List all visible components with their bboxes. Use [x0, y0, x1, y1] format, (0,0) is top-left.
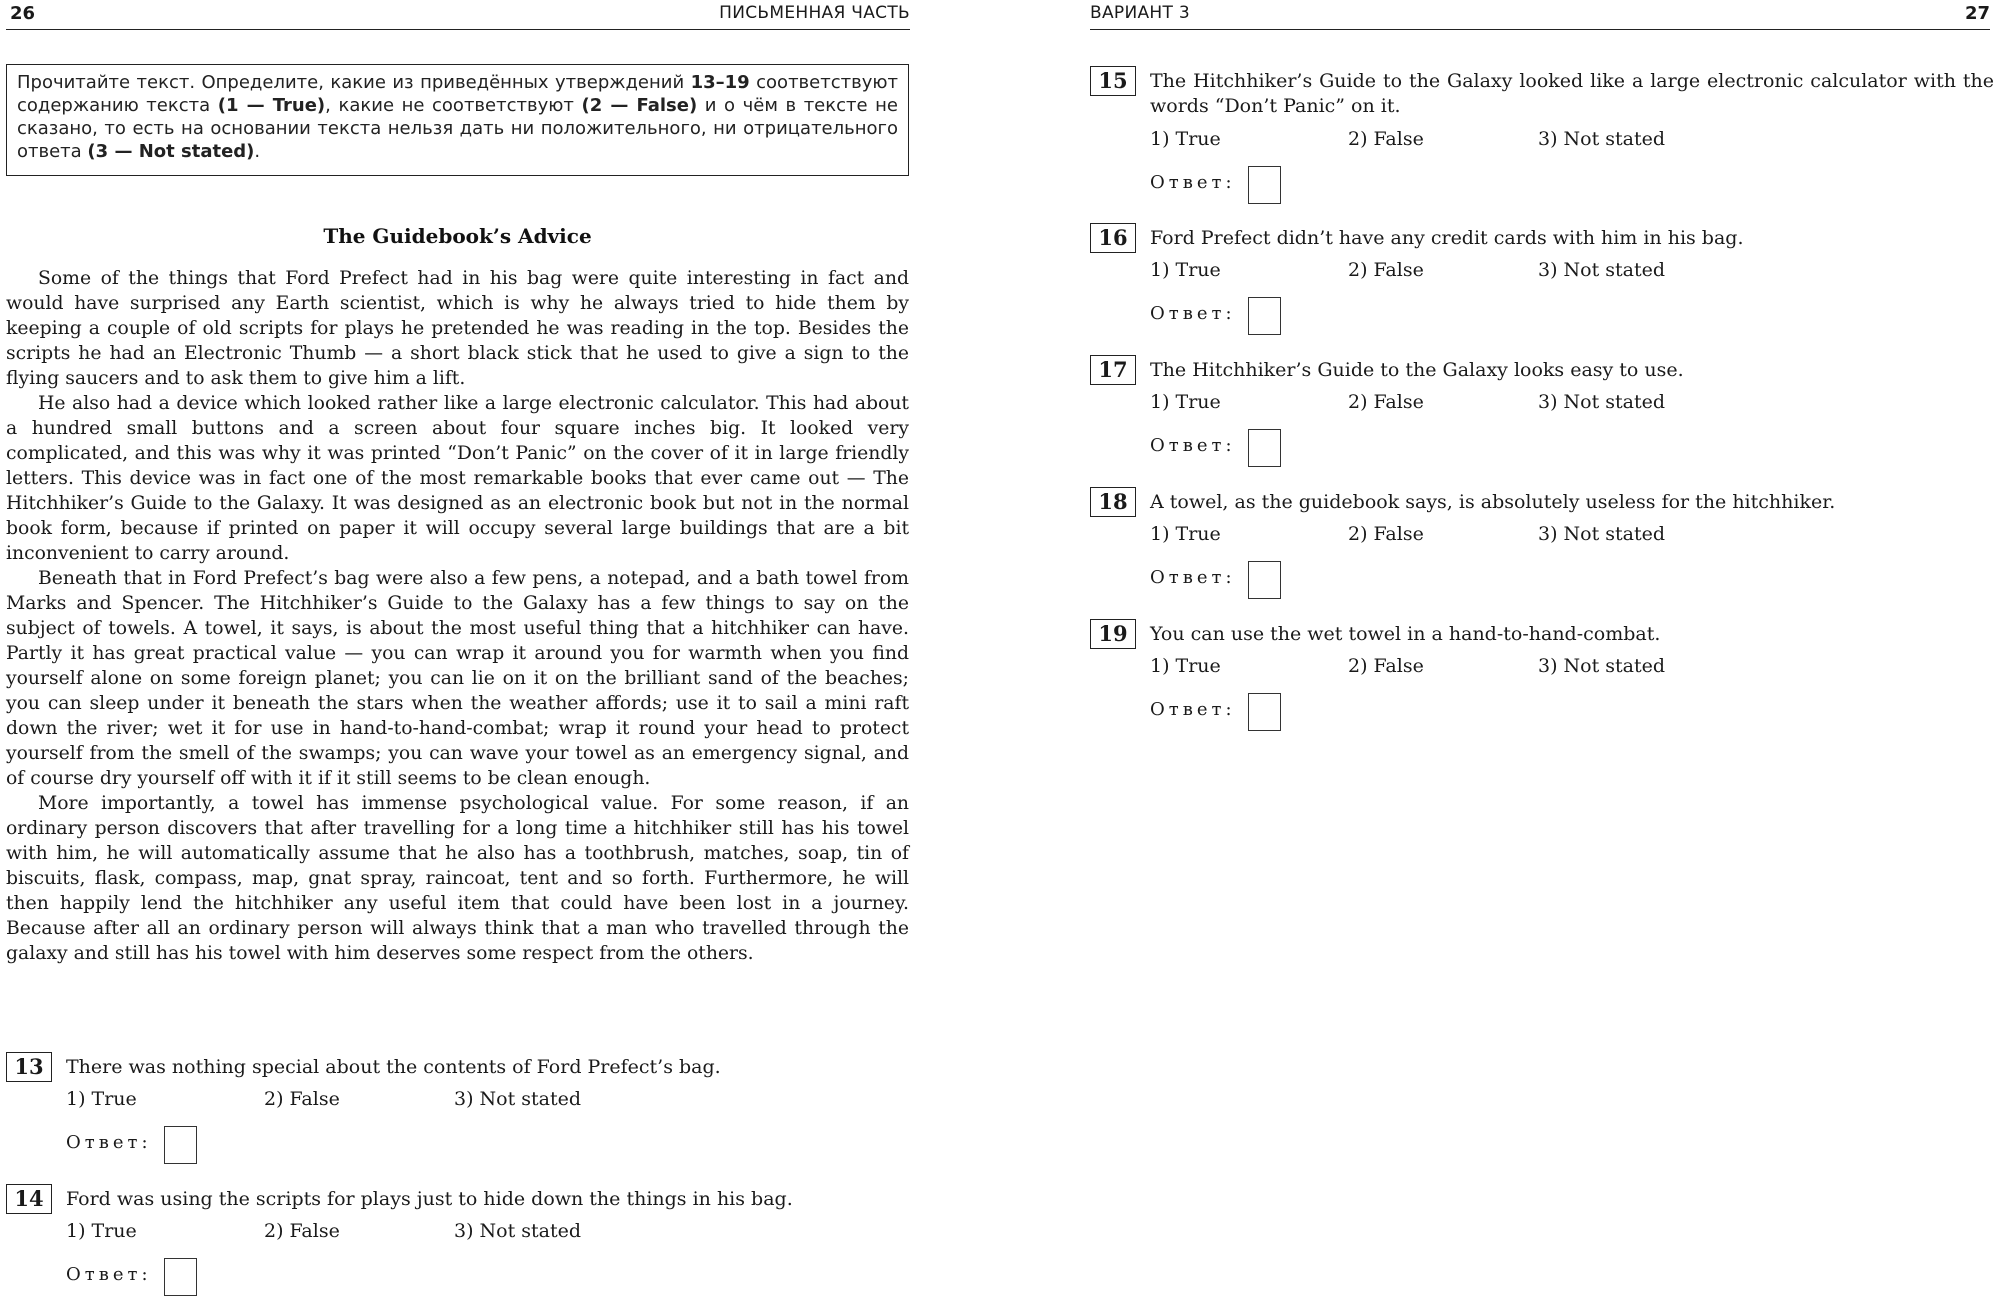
option-not-stated: 3) Not stated	[454, 1088, 582, 1110]
question-number: 16	[1090, 223, 1136, 253]
answer-box[interactable]	[1248, 429, 1281, 467]
running-header-left	[6, 0, 910, 30]
answer-label: Ответ:	[1150, 567, 1236, 588]
option-not-stated: 3) Not stated	[1538, 655, 1666, 677]
option-true: 1) True	[1150, 128, 1221, 150]
instructions-text: , какие не соответствуют	[325, 95, 582, 116]
instructions-text: Прочитайте текст. Определите, какие из приведённых утверждений	[17, 72, 691, 93]
option-true: 1) True	[1150, 523, 1221, 545]
question-number: 15	[1090, 66, 1136, 96]
option-true: 1) True	[1150, 391, 1221, 413]
instructions-text: и о чём в тексте не сказано, то есть на основании текста нельзя дать ни положительного, ни отрицательного ответа	[17, 95, 899, 162]
answer-label: Ответ:	[1150, 435, 1236, 456]
option-true: 1) True	[66, 1220, 137, 1242]
paragraph: Beneath that in Ford Prefect’s bag were also a few pens, a notepad, and a bath towel from Marks and Spencer. The Hitchhiker’s Guide to the Galaxy has a few things to say on the subject of towels. A towel, it says, is about the most useful thing that a hitchhiker can have. Partly it has great practical value — you can wrap it around you for warmth when you find yourself alone on some foreign planet; you can lie on it on the brilliant sand of the beaches; you can sleep under it beneath the stars when the weather affords; use it to sail a mini raft down the river; wet it for use in hand-to-hand-combat; wrap it round your head to protect yourself from the smell of the swamps; you can wave your towel as an emergency signal, and of course dry yourself off with it if it still seems to be clean enough.	[6, 568, 909, 789]
left-page	[0, 0, 920, 1298]
instructions-text: .	[254, 141, 261, 162]
option-true: 1) True	[1150, 259, 1221, 281]
option-false: 2) False	[1348, 523, 1424, 545]
answer-label: Ответ:	[66, 1264, 152, 1285]
question-text: You can use the wet towel in a hand-to-hand-combat.	[1150, 623, 1661, 645]
option-true: 1) True	[1150, 655, 1221, 677]
question-number: 14	[6, 1184, 52, 1214]
option-false: 2) False	[1348, 391, 1424, 413]
question-text: A towel, as the guidebook says, is absolutely useless for the hitchhiker.	[1150, 491, 1836, 513]
question-number: 19	[1090, 619, 1136, 649]
paragraph: Some of the things that Ford Prefect had in his bag were quite interesting in fact and would have surprised any Earth scientist, which is why he always tried to hide them by keeping a couple of old scripts for plays he pretended he was reading in the top. Besides the scripts he had an Electronic Thumb — a short black stick that he used to give a sign to the flying saucers and to ask them to give him a lift.	[6, 268, 909, 389]
question-number: 13	[6, 1052, 52, 1082]
section-title: ПИСЬМЕННАЯ ЧАСТЬ	[719, 3, 910, 23]
variant-title: ВАРИАНТ 3	[1090, 3, 1190, 23]
page-number: 27	[1964, 3, 1990, 24]
answer-box[interactable]	[1248, 166, 1281, 204]
option-not-stated: 3) Not stated	[454, 1220, 582, 1242]
instructions-text: соответствуют содержанию текста	[17, 72, 898, 116]
answer-label: Ответ:	[66, 1132, 152, 1153]
option-false: 2) False	[264, 1088, 340, 1110]
text-title: The Guidebook’s Advice	[323, 224, 592, 248]
answer-box[interactable]	[164, 1258, 197, 1296]
answer-box[interactable]	[1248, 693, 1281, 731]
paragraph: More importantly, a towel has immense psychological value. For some reason, if an ordinary person discovers that after travelling for a long time a hitchhiker still has his towel with him, he will automatically assume that he also has a toothbrush, matches, soap, tin of biscuits, flask, compass, map, gnat spray, raincoat, tent and so forth. Furthermore, he will then happily lend the hitchhiker any useful item that could have been lost in a journey. Because after all an ordinary person will always think that a man who travelled through the galaxy and still has his towel with him deserves some respect from the others.	[6, 793, 909, 964]
right-page	[1090, 0, 2000, 1298]
answer-box[interactable]	[1248, 297, 1281, 335]
option-false: 2) False	[264, 1220, 340, 1242]
question-text: The Hitchhiker’s Guide to the Galaxy looks easy to use.	[1150, 359, 1684, 381]
answer-box[interactable]	[164, 1126, 197, 1164]
reading-text	[6, 266, 909, 966]
question-text: Ford Prefect didn’t have any credit cards with him in his bag.	[1150, 227, 1744, 249]
instructions-false: (2 — False)	[581, 95, 698, 116]
question-text: The Hitchhiker’s Guide to the Galaxy looked like a large electronic calculator with the words “Don’t Panic” on it.	[1150, 70, 1994, 117]
question-number: 17	[1090, 355, 1136, 385]
option-false: 2) False	[1348, 128, 1424, 150]
answer-box[interactable]	[1248, 561, 1281, 599]
option-false: 2) False	[1348, 259, 1424, 281]
running-header-right	[1090, 0, 1990, 30]
option-true: 1) True	[66, 1088, 137, 1110]
instructions-not-stated: (3 — Not stated)	[87, 141, 255, 162]
option-false: 2) False	[1348, 655, 1424, 677]
option-not-stated: 3) Not stated	[1538, 259, 1666, 281]
answer-label: Ответ:	[1150, 172, 1236, 193]
option-not-stated: 3) Not stated	[1538, 128, 1666, 150]
instructions-true: (1 — True)	[217, 95, 326, 116]
page-number: 26	[10, 3, 36, 24]
instructions-box	[6, 64, 909, 176]
answer-label: Ответ:	[1150, 699, 1236, 720]
question-text: Ford was using the scripts for plays just to hide down the things in his bag.	[66, 1188, 793, 1210]
question-text: There was nothing special about the contents of Ford Prefect’s bag.	[66, 1056, 721, 1078]
paragraph: He also had a device which looked rather like a large electronic calculator. This had about a hundred small buttons and a screen about four square inches big. It looked very complicated, and this was why it was printed “Don’t Panic” on the cover of it in large friendly letters. This device was in fact one of the most remarkable books that ever came out — The Hitchhiker’s Guide to the Galaxy. It was designed as an electronic book but not in the normal book form, because if printed on paper it will occupy several large buildings that are a bit inconvenient to carry around.	[6, 393, 909, 564]
question-number: 18	[1090, 487, 1136, 517]
option-not-stated: 3) Not stated	[1538, 523, 1666, 545]
instructions-range: 13–19	[690, 72, 750, 93]
answer-label: Ответ:	[1150, 303, 1236, 324]
option-not-stated: 3) Not stated	[1538, 391, 1666, 413]
